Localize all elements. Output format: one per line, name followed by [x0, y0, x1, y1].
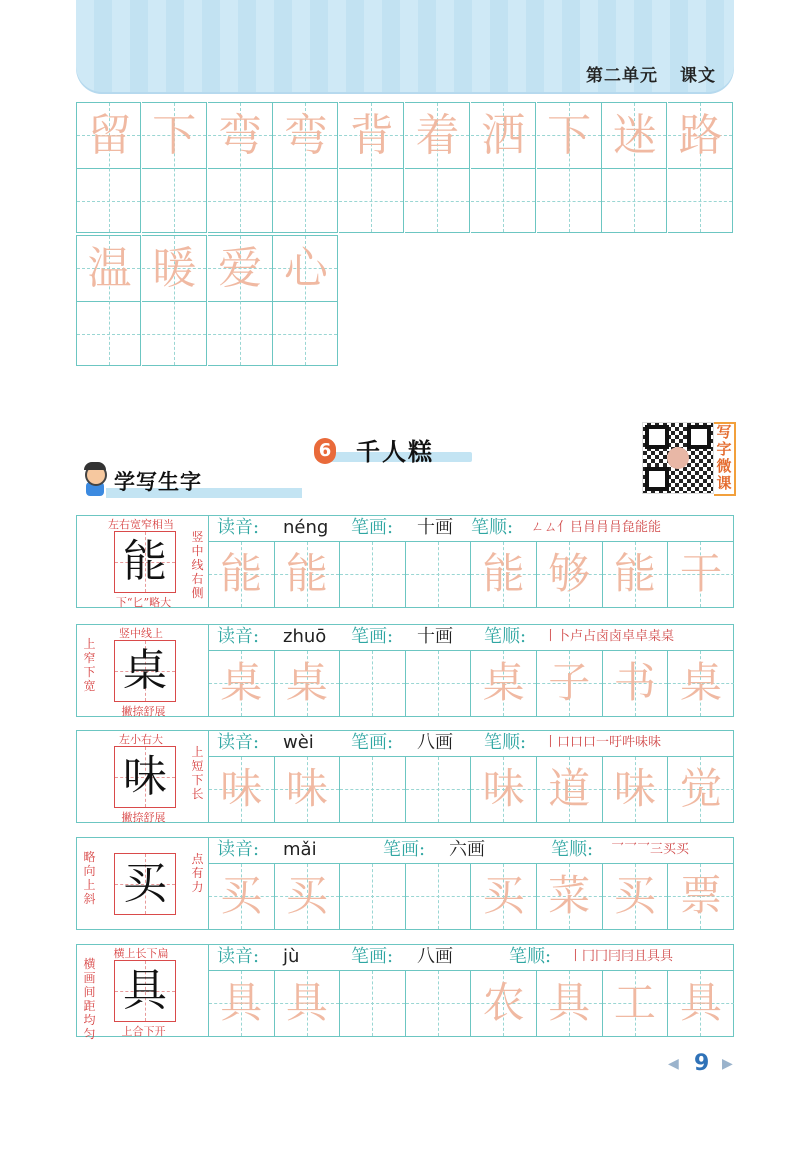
page-number-text: 9 [694, 1051, 710, 1076]
note-right: 竖中线右侧 [191, 530, 204, 600]
pinyin-value: wèi [283, 732, 314, 753]
note-top: 横上长下扁 [113, 947, 169, 960]
trace-char: 桌 [285, 658, 328, 707]
note-right: 上短下长 [191, 745, 204, 801]
practice-cell[interactable] [603, 542, 669, 607]
review-cell [76, 235, 141, 366]
trace-char: 温 [87, 243, 132, 294]
practice-cell[interactable] [668, 542, 734, 607]
trace-char: 能 [613, 549, 656, 598]
model-char-box [76, 730, 209, 823]
practice-cell[interactable] [471, 651, 537, 716]
trace-char: 具 [679, 978, 722, 1027]
trace-char: 买 [482, 871, 525, 920]
practice-cell[interactable] [537, 542, 603, 607]
char-info [209, 515, 734, 541]
practice-cell[interactable] [668, 651, 734, 716]
pinyin-key: 读音: [217, 517, 260, 538]
stroke-order-key: 笔顺: [484, 626, 527, 647]
practice-cell[interactable] [275, 757, 341, 822]
pinyin-value: jù [283, 946, 300, 967]
trace-char: 能 [482, 549, 525, 598]
pinyin-key: 读音: [217, 946, 260, 967]
practice-cell[interactable] [603, 757, 669, 822]
practice-grid [209, 863, 734, 930]
practice-cell[interactable] [340, 757, 406, 822]
note-bottom: 下“匕”略大 [115, 596, 172, 609]
model-char-box [76, 515, 209, 608]
practice-cell[interactable] [340, 651, 406, 716]
model-char: 具 [123, 965, 167, 1016]
pinyin-value: mǎi [283, 839, 317, 860]
char-row-4 [76, 837, 734, 930]
stroke-count-value: 八画 [417, 732, 453, 753]
stroke-order-key: 笔顺: [484, 732, 527, 753]
practice-cell[interactable] [209, 864, 275, 929]
char-info [209, 944, 734, 970]
stroke-count-value: 十画 [417, 626, 453, 647]
practice-cell[interactable] [340, 542, 406, 607]
practice-cell[interactable] [537, 971, 603, 1036]
model-grid [114, 853, 176, 915]
note-bottom: 撇捺舒展 [121, 811, 166, 824]
stroke-order-value: 丨口口口一吁吽味味 [544, 735, 662, 750]
practice-cell[interactable] [603, 864, 669, 929]
stroke-order-value: 乛乛乛三买买 [611, 842, 690, 857]
stroke-order-value: 丨冂冂冃冃且具具 [569, 949, 674, 964]
trace-char: 买 [220, 871, 263, 920]
trace-char: 弯 [218, 110, 263, 161]
practice-cell[interactable] [406, 757, 472, 822]
trace-char: 具 [285, 978, 328, 1027]
practice-cell[interactable] [406, 971, 472, 1036]
stroke-count-key: 笔画: [351, 946, 394, 967]
char-info [209, 730, 734, 756]
section-label: 课文 [680, 66, 716, 86]
section-title: 学写生字 [114, 470, 202, 494]
pinyin-key: 读音: [217, 839, 260, 860]
trace-char: 具 [220, 978, 263, 1027]
trace-char: 农 [482, 978, 525, 1027]
review-cell [208, 235, 273, 366]
stroke-order-key: 笔顺: [471, 517, 514, 538]
trace-char [340, 542, 405, 607]
note-top: 左右宽窄相当 [108, 518, 174, 531]
trace-char: 子 [548, 658, 591, 707]
review-cell [142, 102, 207, 233]
review-cell [537, 102, 602, 233]
note-right: 点有力 [191, 852, 204, 894]
lesson-heading [312, 428, 472, 468]
practice-cell[interactable] [471, 971, 537, 1036]
lesson-title: 千人糕 [356, 438, 434, 466]
trace-char: 味 [482, 764, 525, 813]
note-left: 上窄下宽 [83, 637, 96, 693]
note-left: 略向上斜 [83, 850, 96, 906]
trace-char: 买 [613, 871, 656, 920]
practice-cell[interactable] [471, 864, 537, 929]
model-char-box [76, 837, 209, 930]
model-char: 买 [123, 858, 167, 909]
stroke-count-key: 笔画: [351, 517, 394, 538]
trace-char: 着 [415, 110, 460, 161]
trace-char: 味 [220, 764, 263, 813]
unit-banner [76, 0, 734, 94]
practice-cell[interactable] [209, 757, 275, 822]
practice-grid [209, 650, 734, 717]
review-cell [602, 102, 667, 233]
model-char: 能 [123, 536, 167, 587]
trace-char [406, 757, 471, 822]
practice-cell[interactable] [603, 971, 669, 1036]
review-cell [668, 102, 733, 233]
trace-char: 弯 [283, 110, 328, 161]
trace-char: 买 [285, 871, 328, 920]
note-bottom: 撇捺舒展 [121, 705, 166, 718]
trace-char: 桌 [679, 658, 722, 707]
practice-cell[interactable] [275, 651, 341, 716]
char-row-2 [76, 624, 734, 717]
model-char-box [76, 944, 209, 1041]
trace-char: 心 [283, 243, 328, 294]
char-row-5 [76, 944, 734, 1041]
model-grid [114, 531, 176, 593]
practice-grid [209, 756, 734, 823]
practice-cell[interactable] [275, 864, 341, 929]
stroke-order-value: ㄥㄙ亻㠯肙肙肙㲋能能 [531, 520, 662, 535]
trace-char: 桌 [482, 658, 525, 707]
model-grid [114, 746, 176, 808]
practice-cell[interactable] [668, 864, 734, 929]
practice-cell[interactable] [537, 864, 603, 929]
review-cell [208, 102, 273, 233]
trace-char [406, 971, 471, 1036]
stroke-count-value: 六画 [449, 839, 485, 860]
practice-cell[interactable] [406, 542, 472, 607]
note-left: 横画间距均匀 [83, 957, 96, 1041]
model-char-box [76, 624, 209, 717]
char-row-1 [76, 515, 734, 608]
practice-cell[interactable] [340, 864, 406, 929]
trace-char: 留 [87, 110, 132, 161]
stroke-count-value: 十画 [417, 517, 453, 538]
next-page-icon[interactable]: ▶ [722, 1056, 733, 1072]
trace-char [340, 651, 405, 716]
char-info [209, 837, 734, 863]
trace-char: 洒 [481, 110, 526, 161]
model-grid [114, 960, 176, 1022]
practice-cell[interactable] [340, 971, 406, 1036]
trace-char: 桌 [220, 658, 263, 707]
stroke-count-key: 笔画: [351, 732, 394, 753]
review-cell [471, 102, 536, 233]
pinyin-value: zhuō [283, 626, 327, 647]
prev-page-icon[interactable]: ◀ [668, 1056, 679, 1072]
page-number [668, 1050, 736, 1078]
practice-cell[interactable] [668, 757, 734, 822]
practice-cell[interactable] [603, 651, 669, 716]
stroke-order-key: 笔顺: [509, 946, 552, 967]
trace-char: 背 [349, 110, 394, 161]
trace-char [406, 864, 471, 929]
practice-cell[interactable] [406, 651, 472, 716]
stroke-order-value: 丨卜卢占卤卤卓卓桌桌 [544, 629, 675, 644]
unit-label: 第二单元 [586, 66, 658, 86]
trace-char: 工 [613, 978, 656, 1027]
char-info [209, 624, 734, 650]
trace-char [406, 542, 471, 607]
lesson-number: 6 [314, 438, 336, 464]
stroke-count-value: 八画 [417, 946, 453, 967]
trace-char: 票 [679, 871, 722, 920]
note-bottom: 上合下开 [121, 1025, 166, 1038]
practice-grid [209, 970, 734, 1037]
review-cell [273, 102, 338, 233]
review-cell [142, 235, 207, 366]
review-cell [273, 235, 338, 366]
practice-cell[interactable] [209, 542, 275, 607]
model-char: 味 [123, 751, 167, 802]
trace-char: 干 [679, 549, 722, 598]
trace-char: 下 [152, 110, 197, 161]
trace-char: 味 [613, 764, 656, 813]
practice-cell[interactable] [406, 864, 472, 929]
practice-grid [209, 541, 734, 608]
trace-char: 菜 [548, 871, 591, 920]
trace-char: 迷 [612, 110, 657, 161]
trace-char: 暖 [152, 243, 197, 294]
banner-title [564, 61, 716, 86]
trace-char: 书 [613, 658, 656, 707]
trace-char: 够 [548, 549, 591, 598]
qr-code[interactable] [642, 422, 714, 494]
trace-char: 具 [548, 978, 591, 1027]
trace-char [340, 757, 405, 822]
child-mascot-icon [76, 462, 108, 496]
review-cell [76, 102, 141, 233]
model-grid [114, 640, 176, 702]
stroke-count-key: 笔画: [351, 626, 394, 647]
note-top: 竖中线上 [119, 627, 163, 640]
qr-label[interactable]: 写字微课 [714, 422, 736, 496]
review-cell [405, 102, 470, 233]
char-row-3 [76, 730, 734, 823]
review-cell [339, 102, 404, 233]
trace-char [406, 651, 471, 716]
practice-cell[interactable] [275, 542, 341, 607]
trace-char: 路 [678, 110, 723, 161]
pinyin-key: 读音: [217, 732, 260, 753]
model-char: 桌 [123, 645, 167, 696]
practice-cell[interactable] [537, 757, 603, 822]
trace-char: 味 [285, 764, 328, 813]
practice-cell[interactable] [209, 651, 275, 716]
trace-char [340, 971, 405, 1036]
practice-cell[interactable] [668, 971, 734, 1036]
practice-cell[interactable] [537, 651, 603, 716]
note-top: 左小右大 [119, 733, 163, 746]
trace-char: 下 [547, 110, 592, 161]
trace-char: 觉 [679, 764, 722, 813]
practice-cell[interactable] [275, 971, 341, 1036]
pinyin-value: néng [283, 517, 329, 538]
trace-char: 能 [285, 549, 328, 598]
practice-cell[interactable] [209, 971, 275, 1036]
pinyin-key: 读音: [217, 626, 260, 647]
practice-cell[interactable] [471, 542, 537, 607]
stroke-count-key: 笔画: [383, 839, 426, 860]
trace-char: 爱 [218, 243, 263, 294]
trace-char: 道 [548, 764, 591, 813]
trace-char [340, 864, 405, 929]
trace-char: 能 [220, 549, 263, 598]
practice-cell[interactable] [471, 757, 537, 822]
stroke-order-key: 笔顺: [551, 839, 594, 860]
